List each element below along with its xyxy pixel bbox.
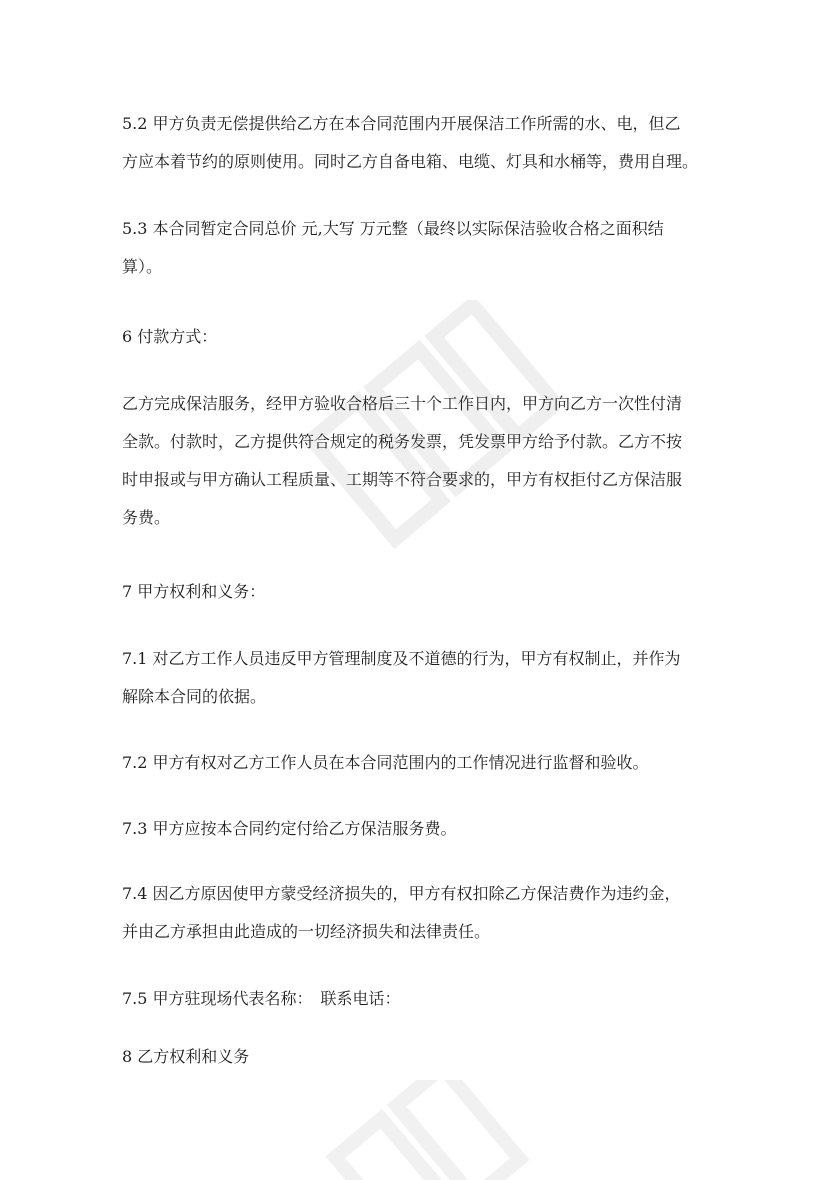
payment-paragraph: [122, 385, 722, 537]
clause-7-1-line-1: 7.1 对乙方工作人员违反甲方管理制度及不道德的行为，甲方有权制止，并作为: [122, 649, 681, 668]
clause-7-1-line-2: 解除本合同的依据。: [122, 687, 267, 706]
section-7-heading: [122, 573, 722, 611]
clause-5-3-line-1: 5.3 本合同暂定合同总价 元,大写 万元整（最终以实际保洁验收合格之面积结: [122, 219, 664, 238]
clause-5-2: [122, 105, 722, 181]
clause-7-3-line-1: 7.3 甲方应按本合同约定付给乙方保洁服务费。: [122, 819, 457, 838]
clause-5-2-line-2: 方应本着节约的原则使用。同时乙方自备电箱、电缆、灯具和水桶等，费用自理。: [122, 152, 699, 171]
section-6-heading: [122, 318, 722, 356]
clause-7-1: [122, 640, 722, 716]
clause-7-5: [122, 980, 722, 1018]
clause-7-4-line-2: 并由乙方承担由此造成的一切经济损失和法律责任。: [122, 922, 491, 941]
clause-5-3: [122, 210, 722, 286]
clause-7-4-line-1: 7.4 因乙方原因使甲方蒙受经济损失的，甲方有权扣除乙方保洁费作为违约金，: [122, 884, 681, 903]
section-6-heading-text: 6 付款方式：: [122, 327, 218, 346]
clause-7-3: [122, 810, 722, 848]
clause-7-2-line-1: 7.2 甲方有权对乙方工作人员在本合同范围内的工作情况进行监督和验收。: [122, 753, 649, 772]
payment-line-3: 时申报或与甲方确认工程质量、工期等不符合要求的，甲方有权拒付乙方保洁服: [122, 470, 683, 489]
section-8-heading-text: 8 乙方权利和义务: [122, 1047, 250, 1066]
clause-7-5-line-1: 7.5 甲方驻现场代表名称： 联系电话：: [122, 989, 401, 1008]
clause-5-3-line-2: 算）。: [122, 257, 163, 276]
payment-line-2: 全款。付款时，乙方提供符合规定的税务发票，凭发票甲方给予付款。乙方不按: [122, 432, 683, 451]
clause-7-4: [122, 875, 722, 951]
section-7-heading-text: 7 甲方权利和义务：: [122, 582, 266, 601]
clause-7-2: [122, 744, 722, 782]
payment-line-4: 务费。: [122, 508, 171, 527]
section-8-heading: [122, 1038, 722, 1076]
watermark-graphic-bottom: [300, 1080, 560, 1180]
payment-line-1: 乙方完成保洁服务，经甲方验收合格后三十个工作日内，甲方向乙方一次性付清: [122, 394, 683, 413]
clause-5-2-line-1: 5.2 甲方负责无偿提供给乙方在本合同范围内开展保洁工作所需的水、电，但乙: [122, 114, 681, 133]
